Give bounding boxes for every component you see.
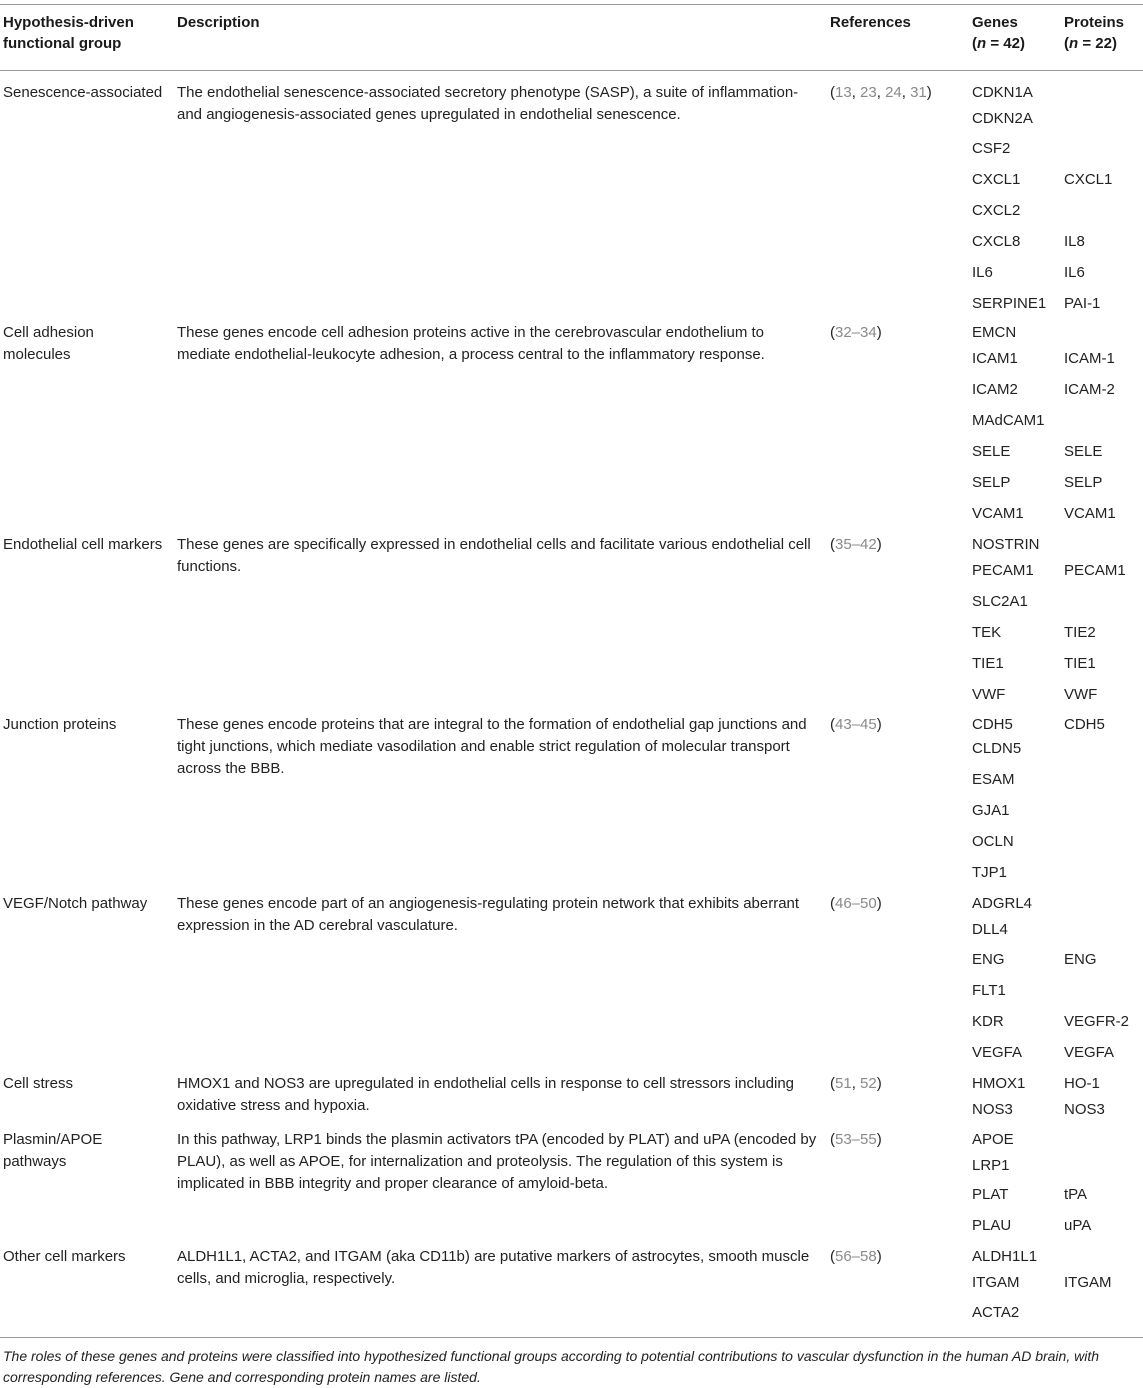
- gene-name: CDH5: [972, 716, 1013, 733]
- gene-name: KDR: [972, 1013, 1004, 1030]
- gene-name: TEK: [972, 624, 1002, 641]
- row-group-label: VEGF/Notch pathway: [3, 895, 148, 912]
- top-rule: [0, 4, 1143, 5]
- gene-name: ADGRL4: [972, 895, 1033, 912]
- row-references: (56–58): [830, 1248, 882, 1265]
- protein-name: IL8: [1064, 233, 1085, 250]
- reference-link[interactable]: 24: [885, 84, 902, 101]
- gene-name: PECAM1: [972, 562, 1034, 579]
- gene-name: TJP1: [972, 864, 1008, 881]
- protein-name: uPA: [1064, 1217, 1092, 1234]
- row-references: (35–42): [830, 536, 882, 553]
- protein-name: SELP: [1064, 474, 1103, 491]
- row-group-label: Endothelial cell markers: [3, 536, 163, 553]
- table-footnote: The roles of these genes and proteins were classified into hypothesized functional groups according to potential contributions to vascular dysfunction in the human AD brain, with corresponding references. Gene and corresponding protein names are listed.: [3, 1348, 1100, 1385]
- reference-link[interactable]: 31: [910, 84, 927, 101]
- reference-link[interactable]: 32–34: [835, 324, 877, 341]
- protein-name: ICAM-2: [1064, 381, 1115, 398]
- gene-name: ALDH1L1: [972, 1248, 1038, 1265]
- header-description: Description: [177, 14, 260, 31]
- gene-name: FLT1: [972, 982, 1006, 999]
- gene-name: CXCL8: [972, 233, 1021, 250]
- row-group-label: Other cell markers: [3, 1248, 126, 1265]
- row-group-label: Plasmin/APOE pathways: [3, 1131, 103, 1170]
- row-group-label: Cell stress: [3, 1075, 74, 1092]
- gene-name: NOS3: [972, 1101, 1013, 1118]
- gene-name: ESAM: [972, 771, 1015, 788]
- protein-name: VEGFR-2: [1064, 1013, 1130, 1030]
- gene-name: CXCL1: [972, 171, 1021, 188]
- header-rule: [0, 70, 1143, 71]
- protein-name: VCAM1: [1064, 505, 1116, 522]
- gene-name: SLC2A1: [972, 593, 1028, 610]
- protein-name: VWF: [1064, 686, 1098, 703]
- gene-name: TIE1: [972, 655, 1004, 672]
- gene-name: GJA1: [972, 802, 1010, 819]
- row-description: ALDH1L1, ACTA2, and ITGAM (aka CD11b) are putative markers of astrocytes, smooth muscle cells, and microglia, respectively.: [177, 1248, 810, 1287]
- gene-name: CDKN1A: [972, 84, 1033, 101]
- protein-name: ITGAM: [1064, 1274, 1112, 1291]
- row-references: (32–34): [830, 324, 882, 341]
- gene-name: VCAM1: [972, 505, 1024, 522]
- reference-link[interactable]: 51: [835, 1075, 852, 1092]
- row-group-label: Cell adhesion molecules: [3, 324, 94, 363]
- gene-name: CDKN2A: [972, 110, 1033, 127]
- gene-name: VWF: [972, 686, 1006, 703]
- gene-name: ITGAM: [972, 1274, 1020, 1291]
- protein-name: ICAM-1: [1064, 350, 1115, 367]
- reference-link[interactable]: 43–45: [835, 716, 877, 733]
- gene-name: MAdCAM1: [972, 412, 1045, 429]
- gene-name: ACTA2: [972, 1304, 1020, 1321]
- gene-name: CLDN5: [972, 740, 1022, 757]
- row-group-label: Senescence-associated: [3, 84, 163, 101]
- row-references: (43–45): [830, 716, 882, 733]
- gene-name: SERPINE1: [972, 295, 1047, 312]
- protein-name: TIE2: [1064, 624, 1096, 641]
- row-description: In this pathway, LRP1 binds the plasmin activators tPA (encoded by PLAT) and uPA (encoded by PLAU), as well as APOE, for internalization and proteolysis. The regulation of this system is implicated in BBB integrity and proper clearance of amyloid-beta.: [177, 1131, 817, 1192]
- gene-name: APOE: [972, 1131, 1014, 1148]
- protein-name: HO-1: [1064, 1075, 1100, 1092]
- gene-name: HMOX1: [972, 1075, 1026, 1092]
- protein-name: PAI-1: [1064, 295, 1101, 312]
- protein-name: CDH5: [1064, 716, 1105, 733]
- gene-name: VEGFA: [972, 1044, 1023, 1061]
- gene-name: ICAM1: [972, 350, 1018, 367]
- protein-name: NOS3: [1064, 1101, 1105, 1118]
- protein-name: PECAM1: [1064, 562, 1126, 579]
- protein-name: VEGFA: [1064, 1044, 1115, 1061]
- reference-link[interactable]: 52: [860, 1075, 877, 1092]
- reference-link[interactable]: 13: [835, 84, 852, 101]
- gene-name: ICAM2: [972, 381, 1018, 398]
- reference-link[interactable]: 53–55: [835, 1131, 877, 1148]
- gene-name: CSF2: [972, 140, 1011, 157]
- gene-name: SELE: [972, 443, 1011, 460]
- gene-name: EMCN: [972, 324, 1017, 341]
- row-references: (53–55): [830, 1131, 882, 1148]
- protein-name: ENG: [1064, 951, 1097, 968]
- header-genes-n: n: [977, 35, 987, 52]
- gene-name: LRP1: [972, 1157, 1010, 1174]
- reference-link[interactable]: 46–50: [835, 895, 877, 912]
- protein-name: CXCL1: [1064, 171, 1113, 188]
- protein-name: IL6: [1064, 264, 1085, 281]
- row-description: These genes are specifically expressed in endothelial cells and facilitate various endothelial cell functions.: [177, 536, 811, 575]
- protein-name: tPA: [1064, 1186, 1088, 1203]
- header-group: Hypothesis-driven functional group: [3, 14, 134, 52]
- protein-name: TIE1: [1064, 655, 1096, 672]
- row-description: These genes encode cell adhesion proteins active in the cerebrovascular endothelium to mediate endothelial-leukocyte adhesion, a process central to the inflammatory response.: [177, 324, 765, 363]
- gene-name: ENG: [972, 951, 1005, 968]
- gene-name: PLAU: [972, 1217, 1012, 1234]
- gene-name: SELP: [972, 474, 1011, 491]
- row-description: The endothelial senescence-associated secretory phenotype (SASP), a suite of inflammation- and angiogenesis-associated genes upregulated in endothelial senescence.: [177, 84, 799, 123]
- row-description: HMOX1 and NOS3 are upregulated in endothelial cells in response to cell stressors including oxidative stress and hypoxia.: [177, 1075, 794, 1114]
- gene-name: PLAT: [972, 1186, 1009, 1203]
- row-description: These genes encode part of an angiogenesis-regulating protein network that exhibits aberrant expression in the AD cerebral vasculature.: [177, 895, 800, 934]
- gene-name: IL6: [972, 264, 993, 281]
- reference-link[interactable]: 23: [860, 84, 877, 101]
- gene-name: NOSTRIN: [972, 536, 1040, 553]
- header-proteins: Proteins (n = 22): [1064, 14, 1125, 52]
- gene-name: CXCL2: [972, 202, 1021, 219]
- reference-link[interactable]: 35–42: [835, 536, 877, 553]
- gene-name: DLL4: [972, 921, 1008, 938]
- protein-name: SELE: [1064, 443, 1103, 460]
- row-references: (51, 52): [830, 1075, 882, 1092]
- gene-name: OCLN: [972, 833, 1014, 850]
- reference-link[interactable]: 56–58: [835, 1248, 877, 1265]
- row-description: These genes encode proteins that are integral to the formation of endothelial gap junctions and tight junctions, which mediate vasodilation and enable strict regulation of molecular transport across the BBB.: [177, 716, 807, 777]
- header-proteins-n: n: [1069, 35, 1079, 52]
- header-genes: Genes (n = 42): [972, 14, 1025, 52]
- row-references: (46–50): [830, 895, 882, 912]
- row-references: (13, 23, 24, 31): [830, 84, 932, 101]
- bottom-rule: [0, 1337, 1143, 1338]
- header-references: References: [830, 14, 911, 31]
- row-group-label: Junction proteins: [3, 716, 117, 733]
